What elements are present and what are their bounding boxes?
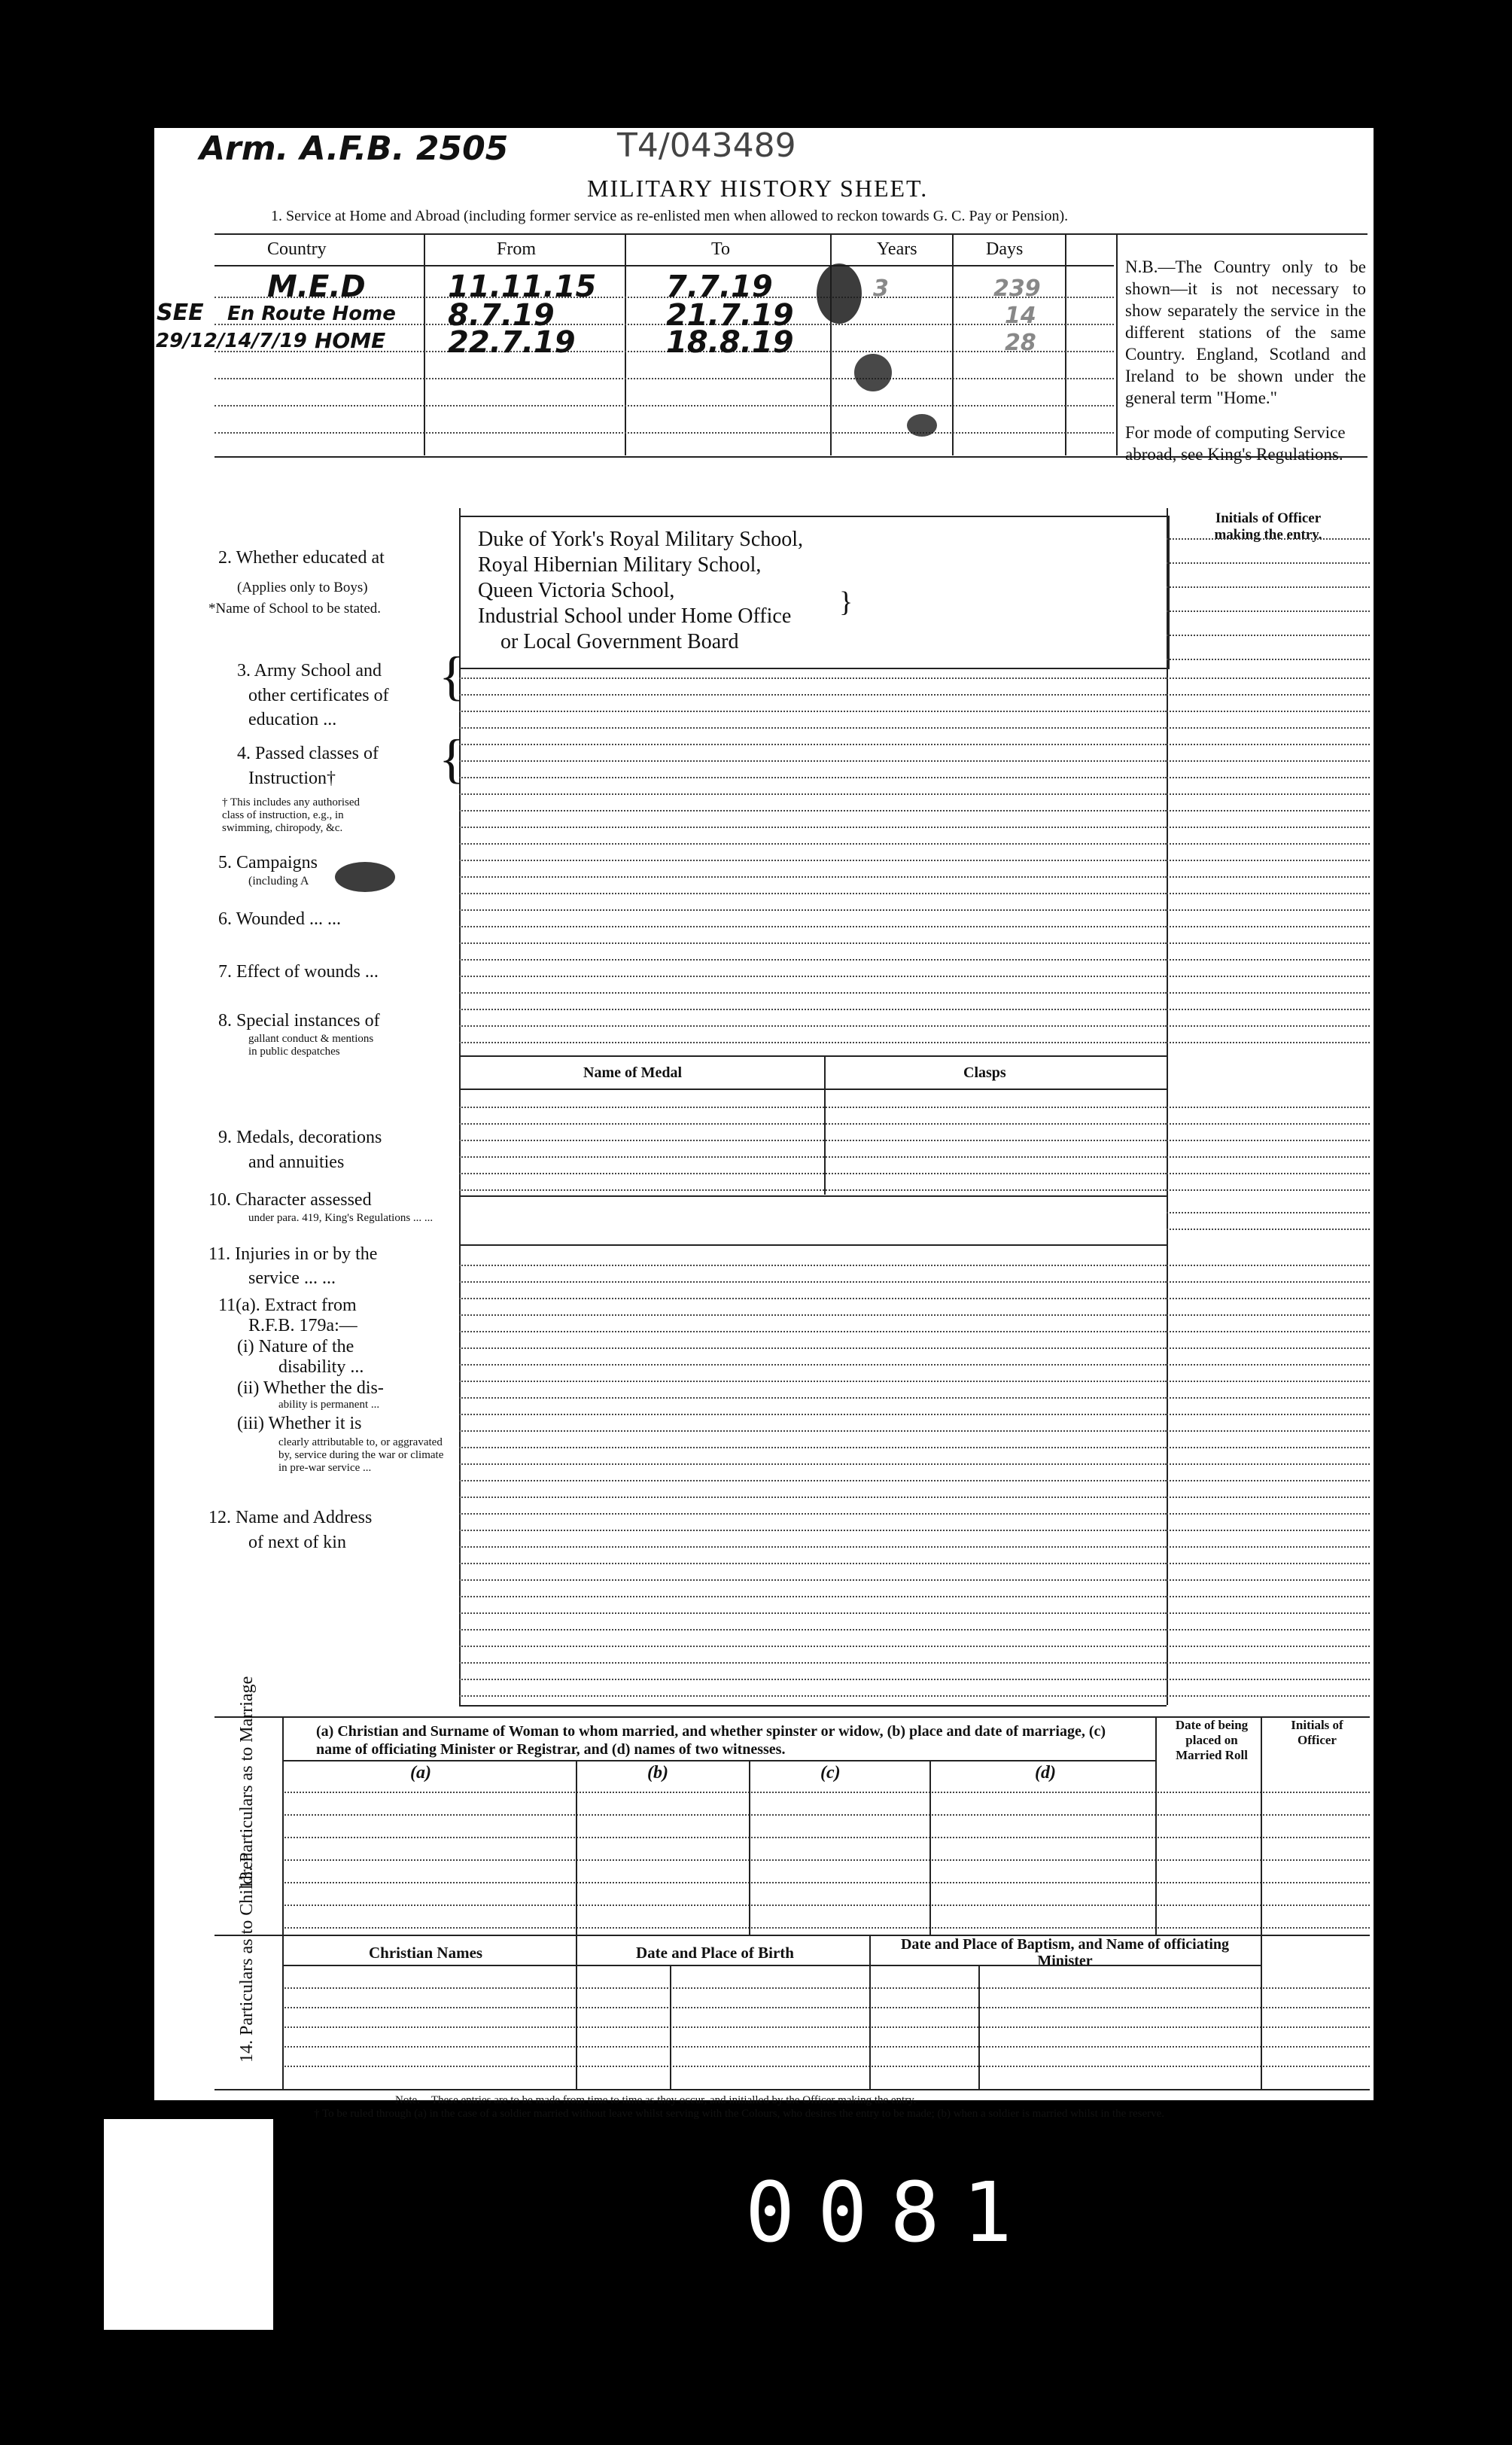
footer-note2: † To be ruled through (a) in the case of a soldier married without leave whilst serving with the Colours, who desires the entry to be made; (b) when a soldier is married whilst in the reserve. xyxy=(314,2108,1165,2120)
item5-sub: (including A xyxy=(248,875,309,888)
ruled-line xyxy=(1167,942,1370,944)
item2-label: 2. Whether educated at xyxy=(218,548,385,568)
item11ii-sub: ability is permanent ... xyxy=(278,1399,380,1411)
margin-note-see: SEE xyxy=(157,300,204,326)
row2-days: 14 xyxy=(1005,303,1036,329)
married-roll-header: Date of being placed on Married Roll xyxy=(1175,1718,1249,1762)
ruled-line xyxy=(459,1662,1167,1664)
section13-initials: Initials of Officer xyxy=(1291,1718,1343,1747)
ruled-line xyxy=(1167,1463,1370,1465)
ruled-line xyxy=(459,992,1167,994)
ruled-line xyxy=(1167,926,1370,927)
row1-to: 7.7.19 xyxy=(666,269,773,304)
ruled-line xyxy=(1167,562,1370,564)
ruled-line xyxy=(1167,1596,1370,1597)
ruled-line xyxy=(459,942,1167,944)
section14-label: 14. Particulars as to Children xyxy=(237,1852,257,2063)
col-to: To xyxy=(711,239,730,259)
ruled-line xyxy=(1167,1140,1370,1141)
item12-label-a: 12. Name and Address xyxy=(208,1508,373,1527)
ruled-line xyxy=(282,2007,1370,2008)
item10-label: 10. Character assessed xyxy=(208,1190,372,1210)
ruled-line xyxy=(1167,1612,1370,1614)
ruled-line xyxy=(459,1414,1167,1415)
item12-label-b: of next of kin xyxy=(248,1533,346,1552)
ruled-line xyxy=(1167,538,1370,540)
ruled-line xyxy=(459,1347,1167,1349)
ruled-line xyxy=(1167,1497,1370,1498)
ruled-line xyxy=(1167,810,1370,811)
row3-from: 22.7.19 xyxy=(448,325,576,360)
computing-note: For mode of computing Service abroad, see King's Regulations. xyxy=(1125,423,1346,464)
ruled-line xyxy=(459,711,1167,712)
ruled-line xyxy=(282,2046,1370,2048)
ruled-line xyxy=(1167,1447,1370,1448)
ruled-line xyxy=(1167,1265,1370,1266)
frame-counter: 0081 xyxy=(745,2164,1035,2261)
schools-list: Duke of York's Royal Military School, Royal Hibernian Military School, Queen Victoria School, Industrial School under Home Office or Local Government Board xyxy=(478,528,804,653)
ruled-line xyxy=(282,1987,1370,1989)
ruled-line xyxy=(459,1463,1167,1465)
ink-blot xyxy=(854,354,892,391)
ruled-line xyxy=(282,1792,1370,1793)
item4-note: † This includes any authorised class of instruction, e.g., in swimming, chiropody, &c. xyxy=(222,796,361,834)
ruled-line xyxy=(1167,1331,1370,1332)
ruled-line xyxy=(459,827,1167,828)
ruled-line xyxy=(1167,1364,1370,1366)
ruled-line xyxy=(459,760,1167,762)
ruled-line xyxy=(459,793,1167,795)
ruled-line xyxy=(459,1009,1167,1010)
ruled-line xyxy=(1167,1212,1370,1213)
ruled-line xyxy=(459,959,1167,961)
ruled-line xyxy=(459,1140,1167,1141)
ruled-line xyxy=(1167,1579,1370,1581)
ruled-line xyxy=(1167,1298,1370,1299)
ruled-line xyxy=(459,1265,1167,1266)
margin-note-date: 29/12/14/7/19 xyxy=(156,330,307,352)
ruled-line xyxy=(459,1189,1167,1191)
ruled-line xyxy=(1167,727,1370,729)
ruled-line xyxy=(459,1314,1167,1316)
item6-label: 6. Wounded ... ... xyxy=(218,909,341,929)
item8-label-a: 8. Special instances of xyxy=(218,1011,380,1031)
col-c: (c) xyxy=(820,1763,841,1783)
ruled-line xyxy=(459,1042,1167,1043)
ruled-line xyxy=(459,694,1167,696)
ruled-line xyxy=(1167,959,1370,961)
ruled-line xyxy=(282,2026,1370,2028)
ruled-line xyxy=(1167,760,1370,762)
ruled-line xyxy=(1167,876,1370,878)
ink-blot xyxy=(335,862,395,892)
item3-label-b: other certificates of xyxy=(248,686,389,705)
ruled-line xyxy=(1167,1189,1370,1191)
col-birth: Date and Place of Birth xyxy=(636,1944,794,1962)
ruled-line xyxy=(1167,1513,1370,1515)
ruled-line xyxy=(459,727,1167,729)
ruled-line xyxy=(459,1497,1167,1498)
row1-country: M.E.D xyxy=(267,269,366,304)
ruled-line xyxy=(1167,1173,1370,1174)
ruled-line xyxy=(282,1882,1370,1883)
ruled-line xyxy=(1167,893,1370,894)
col-years: Years xyxy=(877,239,917,259)
ruled-line xyxy=(459,1173,1167,1174)
ruled-line xyxy=(459,843,1167,845)
country-note: N.B.—The Country only to be shown—it is not necessary to show separately the service in the different stations of the same Country. England, Scotland and Ireland to be shown under the general term "Home." xyxy=(1125,257,1366,407)
ruled-line xyxy=(1167,1430,1370,1432)
col-d: (d) xyxy=(1035,1763,1056,1783)
ruled-line xyxy=(1167,1107,1370,1108)
page-title: MILITARY HISTORY SHEET. xyxy=(587,175,929,202)
ruled-line xyxy=(1167,1229,1370,1230)
form-reference: Arm. A.F.B. 2505 xyxy=(199,129,509,168)
col-days: Days xyxy=(986,239,1024,259)
ruled-line xyxy=(459,1430,1167,1432)
col-b: (b) xyxy=(647,1763,668,1783)
section13-header: (a) Christian and Surname of Woman to whom married, and whether spinster or widow, (b) place and date of marriage, (c) name of officiating Minister or Registrar, and (d) names of two witnesses. xyxy=(316,1723,1106,1758)
ruled-line xyxy=(1167,1009,1370,1010)
row3-country: HOME xyxy=(315,328,386,353)
item9-label-b: and annuities xyxy=(248,1152,345,1172)
ruled-line xyxy=(1167,1381,1370,1382)
ruled-line xyxy=(1167,586,1370,588)
ruled-line xyxy=(459,909,1167,911)
ruled-line xyxy=(1167,694,1370,696)
ruled-line xyxy=(1167,677,1370,679)
ruled-line xyxy=(459,1513,1167,1515)
ruled-line xyxy=(1167,1397,1370,1399)
item10-sub: under para. 419, King's Regulations ... ... xyxy=(248,1212,434,1224)
ink-blot xyxy=(817,263,862,324)
col-baptism: Date and Place of Baptism, and Name of officiating Minister xyxy=(900,1936,1230,1969)
ruled-line xyxy=(1167,744,1370,745)
ruled-line xyxy=(459,810,1167,811)
item11-label-a: 11. Injuries in or by the xyxy=(208,1244,378,1264)
ruled-line xyxy=(1167,793,1370,795)
ruled-line xyxy=(459,744,1167,745)
ruled-line xyxy=(459,1331,1167,1332)
ruled-line xyxy=(1167,1662,1370,1664)
ruled-line xyxy=(1167,909,1370,911)
item9-label-a: 9. Medals, decorations xyxy=(218,1128,382,1147)
ruled-line xyxy=(459,1397,1167,1399)
item5-label: 5. Campaigns xyxy=(218,853,318,872)
ruled-line xyxy=(459,1025,1167,1027)
col-from: From xyxy=(497,239,537,259)
ruled-line xyxy=(459,1546,1167,1548)
ruled-line xyxy=(459,1612,1167,1614)
footer-note1: Note.—These entries are to be made from time to time as they occur, and initialled by the Officer making the entry. xyxy=(395,2094,917,2106)
initials-header: Initials of Officer making the entry. xyxy=(1214,510,1322,543)
item8-label-b: gallant conduct & mentions xyxy=(248,1033,374,1045)
item4-label-b: Instruction† xyxy=(248,769,336,788)
ruled-line xyxy=(1167,1695,1370,1697)
military-history-sheet: Arm. A.F.B. 2505 T4/043489 MILITARY HISTORY SHEET. 1. Service at Home and Abroad (including former service as re-enlisted men when allowed to reckon towards G. C. Pay or Pension). Country From To Years Days M.E.D 11.11.15 7.7.19 3 239 SEE En Route Home 8.7.19 21.7.19 14 29/12/14/7/19 HOME 22.7.19 18.8.19 28 N.B.—The Country only to be shown—it is not necessary to show separately the service in the different stations of the same Country. England, Scotland and Ireland to be shown under the general term "Home." For mode of computing Service abroad, see King's Regulations. Initials of Officer making the entry. 2. Whether educated at (Applies only to Boys) *Name of School to be stated. Duke of York's Royal Military School, Royal Hibernian Military School, Queen Victoria School, Industrial School under Home Office or Local Government Board } 3. Army School and other certificates of education ... { 4. Passed classes of Instruction† † This includes any authorised class of instruction, e.g., in swimming, chiropody, &c. { 5. Campaigns (including A 6. Wounded ... ... 7. Effect of wounds ... 8. Special instances of gallant conduct & mentions in public despatches Name of Medal Clasps 9. Medals, decorations and annuities 10. Character assessed under para. 419, King's Regulations ... ... 11. Injuries in or by the service ... ... 11(a). Extract from R.F.B. 179a:— (i) Nature of the disability ... (ii) Whether the dis- ability is permanent ... (iii) Whether it is clearly attributable to, or aggravated by, service during the war or climate in pre-war service ... 12. Name and Address of next of kin 13. Particulars as to Marriage (a) Christian and Surname of Woman to whom married, and whether spinster or widow, (b) place and date of marriage, (c) name of officiating Minister or Registrar, and (d) names of two witnesses. Date of being placed on Married Roll Initials of Officer (a) (b) (c) (d) 14. Particulars as to Children Christian Names Date and Place of Birth Date and Place of Baptism, and Name of officiating Minister Note.—These entries are to be made from time to time as they occur, and initialled by the Officer making the entry. † To be ruled through (a) in the case of a soldier married without leave whilst serving with the Colours, who desires the entry to be made; (b) when a soldier is married whilst in the reserve. xyxy=(154,128,1374,2100)
ruled-line xyxy=(1167,1530,1370,1531)
ruled-line xyxy=(1167,659,1370,660)
ruled-line xyxy=(1167,1156,1370,1158)
ruled-line xyxy=(459,1364,1167,1366)
row2-to: 21.7.19 xyxy=(666,298,794,333)
ruled-line xyxy=(1167,1629,1370,1631)
item11i-label: (i) Nature of the xyxy=(237,1337,354,1356)
ruled-line xyxy=(1167,827,1370,828)
ruled-line xyxy=(459,1646,1167,1647)
ruled-line xyxy=(459,1281,1167,1283)
ruled-line xyxy=(282,1814,1370,1816)
ruled-line xyxy=(459,1123,1167,1125)
ruled-line xyxy=(1167,1546,1370,1548)
section13-label: 13. Particulars as to Marriage xyxy=(237,1676,257,1889)
row3-to: 18.8.19 xyxy=(666,325,794,360)
ruled-line xyxy=(459,976,1167,977)
ruled-line xyxy=(1167,777,1370,778)
item2-sub2: *Name of School to be stated. xyxy=(208,601,382,617)
service-number: T4/043489 xyxy=(617,126,796,165)
ruled-line xyxy=(1167,1042,1370,1043)
frame-label xyxy=(104,2119,273,2330)
section1-caption: 1. Service at Home and Abroad (including former service as re-enlisted men when allowed to reckon towards G. C. Pay or Pension). xyxy=(271,208,1069,224)
ruled-line xyxy=(459,893,1167,894)
ruled-line xyxy=(1167,1025,1370,1027)
ruled-line xyxy=(282,1905,1370,1906)
ruled-line xyxy=(1167,1679,1370,1680)
ruled-line xyxy=(1167,711,1370,712)
col-country: Country xyxy=(267,239,327,259)
ink-blot xyxy=(907,414,937,437)
ruled-line xyxy=(459,1579,1167,1581)
ruled-line xyxy=(459,1530,1167,1531)
ruled-line xyxy=(1167,1480,1370,1481)
row3-days: 28 xyxy=(1005,330,1036,356)
item11iii-label: (iii) Whether it is xyxy=(237,1414,362,1433)
ruled-line xyxy=(459,860,1167,861)
ruled-line xyxy=(282,1927,1370,1929)
ruled-line xyxy=(459,1107,1167,1108)
ruled-line xyxy=(459,1447,1167,1448)
ruled-line xyxy=(1167,1563,1370,1564)
ruled-line xyxy=(459,1563,1167,1564)
ruled-line xyxy=(459,1596,1167,1597)
medal-col-clasps: Clasps xyxy=(963,1064,1006,1081)
ruled-line xyxy=(1167,992,1370,994)
row2-country: En Route Home xyxy=(227,303,396,325)
row1-years: 3 xyxy=(873,276,889,302)
ruled-line xyxy=(1167,1123,1370,1125)
ruled-line xyxy=(1167,1646,1370,1647)
ruled-line xyxy=(459,876,1167,878)
item11a-label-b: R.F.B. 179a:— xyxy=(248,1316,357,1335)
item3-label-c: education ... xyxy=(248,710,337,729)
ruled-line xyxy=(282,2066,1370,2067)
item4-label-a: 4. Passed classes of xyxy=(237,744,379,763)
ruled-line xyxy=(1167,1414,1370,1415)
ruled-line xyxy=(282,1859,1370,1861)
item11a-label-a: 11(a). Extract from xyxy=(218,1296,357,1315)
ruled-line xyxy=(459,1298,1167,1299)
ruled-line xyxy=(459,1156,1167,1158)
item7-label: 7. Effect of wounds ... xyxy=(218,962,379,982)
ruled-line xyxy=(1167,1347,1370,1349)
item11-label-b: service ... ... xyxy=(248,1268,336,1288)
ruled-line xyxy=(1167,1281,1370,1283)
ruled-line xyxy=(459,1381,1167,1382)
ruled-line xyxy=(1167,1314,1370,1316)
col-christian-names: Christian Names xyxy=(369,1944,483,1962)
row1-from: 11.11.15 xyxy=(448,269,597,304)
ruled-line xyxy=(1167,976,1370,977)
row2-from: 8.7.19 xyxy=(448,298,555,333)
item3-label-a: 3. Army School and xyxy=(237,661,382,681)
col-a: (a) xyxy=(410,1763,431,1783)
ruled-line xyxy=(459,677,1167,679)
ruled-line xyxy=(282,1837,1370,1838)
ruled-line xyxy=(459,777,1167,778)
item11i-sub: disability ... xyxy=(278,1357,364,1377)
ruled-line xyxy=(1167,843,1370,845)
item2-sub1: (Applies only to Boys) xyxy=(237,580,368,595)
item11iii-sub: clearly attributable to, or aggravated by, service during the war or climate in pre-war service ... xyxy=(278,1436,444,1474)
ruled-line xyxy=(459,1629,1167,1631)
ruled-line xyxy=(459,1695,1167,1697)
ruled-line xyxy=(1167,610,1370,612)
item8-label-c: in public despatches xyxy=(248,1046,340,1058)
ruled-line xyxy=(459,1679,1167,1680)
ruled-line xyxy=(1167,635,1370,636)
row1-days: 239 xyxy=(993,276,1041,302)
ruled-line xyxy=(1167,860,1370,861)
item11ii-label: (ii) Whether the dis- xyxy=(237,1378,384,1398)
ruled-line xyxy=(459,1480,1167,1481)
medal-col-name: Name of Medal xyxy=(583,1064,683,1081)
ruled-line xyxy=(459,926,1167,927)
